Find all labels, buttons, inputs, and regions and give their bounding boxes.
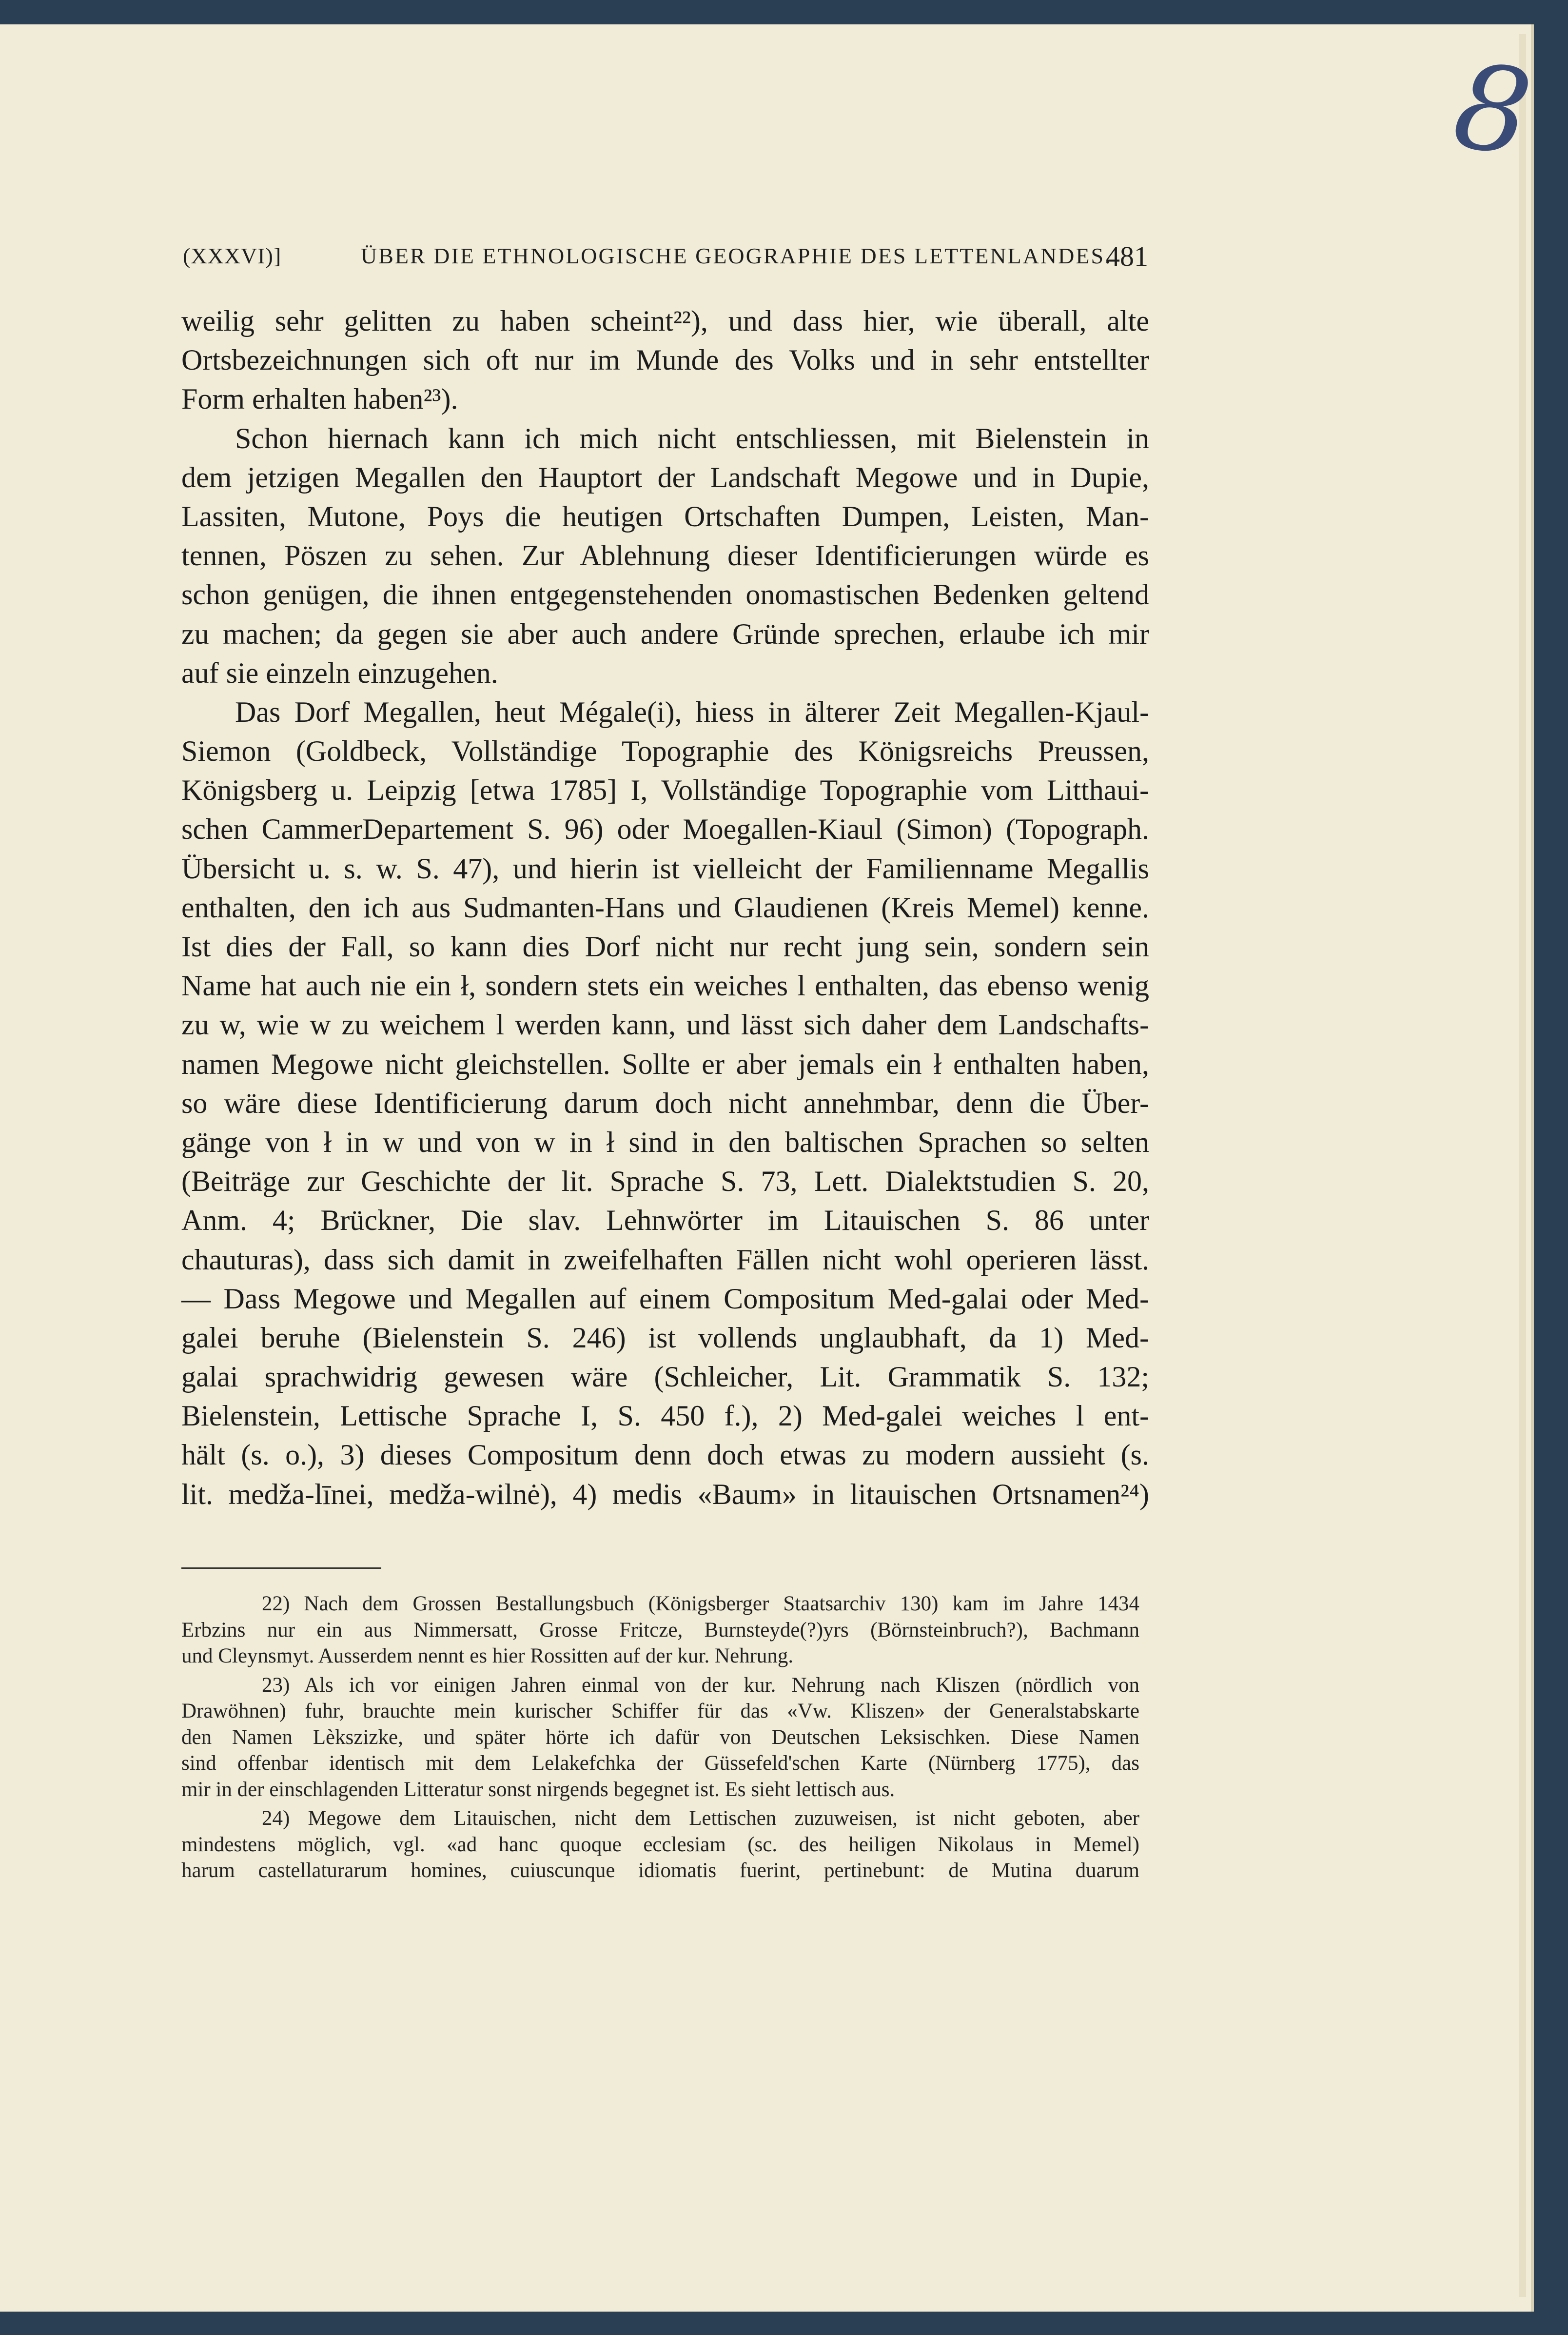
footnote-line: 22) Nach dem Grossen Bestallungsbuch (Königsberger Staatsarchiv 130) kam im Jahre 1434 xyxy=(262,1592,1139,1615)
text-line: dem jetzigen Megallen den Hauptort der Landschaft Megowe und in Dupie, xyxy=(181,461,1149,494)
text-line: Bielenstein, Lettische Sprache I, S. 450 f.), 2) Med-galei weiches l ent- xyxy=(181,1400,1149,1432)
footnote-separator xyxy=(181,1567,381,1569)
text-line: Übersicht u. s. w. S. 47), und hierin ist vielleicht der Familienname Megallis xyxy=(181,852,1149,885)
text-line: — Dass Megowe und Megallen auf einem Compositum Med-galai oder Med- xyxy=(181,1282,1149,1315)
footnote-line: mir in der einschlagenden Litteratur sonst nirgends begegnet ist. Es sieht lettisch aus. xyxy=(181,1778,895,1801)
page-edge xyxy=(1519,34,1526,2297)
text-line: chauturas), dass sich damit in zweifelhaften Fällen nicht wohl operieren lässt. xyxy=(181,1243,1149,1276)
footnote-line: sind offenbar identisch mit dem Lelakefchka der Güssefeld'schen Karte (Nürnberg 1775), das xyxy=(181,1752,1139,1775)
text-line: (Beiträge zur Geschichte der lit. Sprache S. 73, Lett. Dialektstudien S. 20, xyxy=(181,1165,1149,1198)
text-line: Lassiten, Mutone, Poys die heutigen Ortschaften Dumpen, Leisten, Man- xyxy=(181,500,1149,533)
text-line: Schon hiernach kann ich mich nicht entschliessen, mit Bielenstein in xyxy=(235,422,1149,455)
text-line: namen Megowe nicht gleichstellen. Sollte er aber jemals ein ł enthalten haben, xyxy=(181,1048,1149,1080)
text-line: lit. medža-līnei, medža-wilnė), 4) medis «Baum» in litauischen Ortsnamen²⁴) xyxy=(181,1478,1149,1510)
footnote-line: mindestens möglich, vgl. «ad hanc quoque ecclesiam (sc. des heiligen Nikolaus in Memel) xyxy=(181,1833,1139,1856)
footnote-line: 23) Als ich vor einigen Jahren einmal von der kur. Nehrung nach Kliszen (nördlich von xyxy=(262,1673,1139,1697)
text-line: Ist dies der Fall, so kann dies Dorf nicht nur recht jung sein, sondern sein xyxy=(181,930,1149,963)
footnotes xyxy=(181,1591,1139,1884)
text-line: zu machen; da gegen sie aber auch andere Gründe sprechen, erlaube ich mir xyxy=(181,617,1149,650)
text-line: galai sprachwidrig gewesen wäre (Schleicher, Lit. Grammatik S. 132; xyxy=(181,1361,1149,1393)
page-number: 481 xyxy=(1106,240,1148,272)
text-line: schon genügen, die ihnen entgegenstehenden onomastischen Bedenken geltend xyxy=(181,578,1149,611)
main-text xyxy=(181,301,1149,1514)
text-line: gänge von ł in w und von w in ł sind in den baltischen Sprachen so selten xyxy=(181,1126,1149,1158)
footnote-line: und Cleynsmyt. Ausserdem nennt es hier Rossitten auf der kur. Nehrung. xyxy=(181,1644,794,1667)
text-line: weilig sehr gelitten zu haben scheint²²), und dass hier, wie überall, alte xyxy=(181,305,1149,337)
footnote-line: 24) Megowe dem Litauischen, nicht dem Lettischen zuzuweisen, ist nicht geboten, aber xyxy=(262,1807,1139,1830)
footnote-line: Erbzins nur ein aus Nimmersatt, Grosse Fritcze, Burnsteyde(?)yrs (Börnsteinbruch?), Bachmann xyxy=(181,1618,1139,1642)
text-line: Anm. 4; Brückner, Die slav. Lehnwörter im Litauischen S. 86 unter xyxy=(181,1204,1149,1237)
text-line: enthalten, den ich aus Sudmanten-Hans und Glaudienen (Kreis Memel) kenne. xyxy=(181,891,1149,924)
text-line: auf sie einzeln einzugehen. xyxy=(181,656,498,689)
text-line: hält (s. o.), 3) dieses Compositum denn doch etwas zu modern aussieht (s. xyxy=(181,1439,1149,1471)
text-line: galei beruhe (Bielenstein S. 246) ist vollends unglaubhaft, da 1) Med- xyxy=(181,1321,1149,1354)
text-line: Form erhalten haben²³). xyxy=(181,383,458,416)
footnote-line: Drawöhnen) fuhr, brauchte mein kurischer Schiffer für das «Vw. Kliszen» der Generalstabskarte xyxy=(181,1700,1139,1722)
text-line: tennen, Pöszen zu sehen. Zur Ablehnung dieser Identificierungen würde es xyxy=(181,539,1149,572)
text-line: zu w, wie w zu weichem l werden kann, und lässt sich daher dem Landschafts- xyxy=(181,1009,1149,1041)
text-line: so wäre diese Identificierung darum doch nicht annehmbar, denn die Über- xyxy=(181,1087,1149,1119)
footnote-line: den Namen Lèkszizke, und später hörte ich dafür von Deutschen Leksischken. Diese Namen xyxy=(181,1725,1139,1749)
text-line: Siemon (Goldbeck, Vollständige Topographie des Königsreichs Preussen, xyxy=(181,735,1149,768)
folio-mark: 8 xyxy=(1446,37,1539,183)
header-title: ÜBER DIE ETHNOLOGISCHE GEOGRAPHIE DES LETTENLANDES. xyxy=(361,243,1112,268)
running-header xyxy=(183,240,1148,272)
text-line: Ortsbezeichnungen sich oft nur im Munde des Volks und in sehr entstellter xyxy=(181,344,1149,376)
footnote-line: harum castellaturarum homines, cuiuscunque idiomatis fuerint, pertinebunt: de Mutina duarum xyxy=(181,1859,1139,1882)
text-line: Das Dorf Megallen, heut Mégale(i), hiess in älterer Zeit Megallen-Kjaul- xyxy=(235,695,1149,728)
header-section-number: (XXXVI)] xyxy=(183,243,282,268)
text-line: schen CammerDepartement S. 96) oder Moegallen-Kiaul (Simon) (Topograph. xyxy=(181,813,1149,846)
text-line: Name hat auch nie ein ł, sondern stets ein weiches l enthalten, das ebenso wenig xyxy=(181,970,1149,1002)
text-line: Königsberg u. Leipzig [etwa 1785] I, Vollständige Topographie vom Litthaui- xyxy=(181,774,1149,807)
